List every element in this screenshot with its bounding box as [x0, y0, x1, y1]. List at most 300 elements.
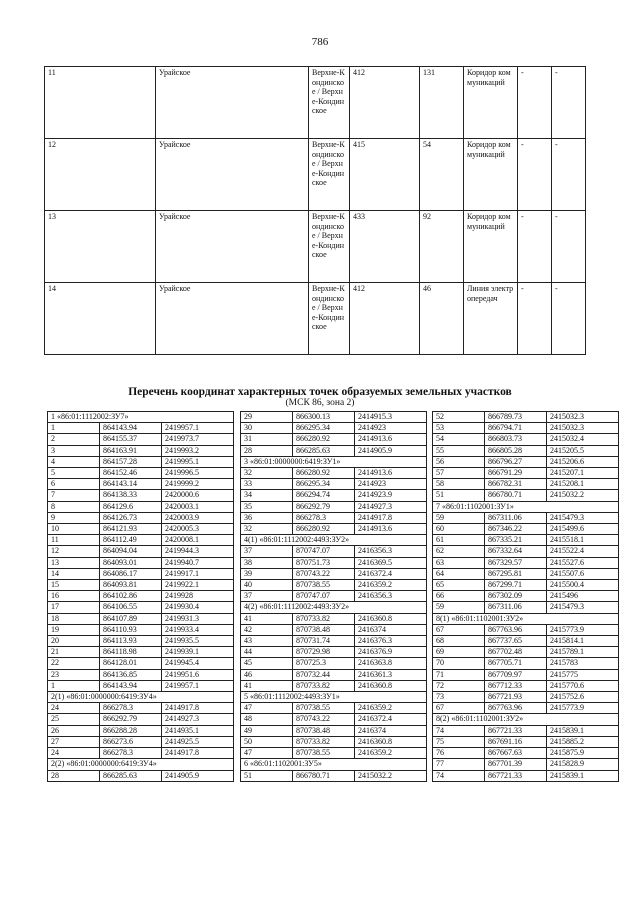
x-coordinate: 867691.16 — [485, 736, 547, 747]
x-coordinate: 867311.06 — [485, 512, 547, 523]
coordinate-row — [433, 602, 619, 613]
x-coordinate: 864143.14 — [100, 479, 162, 490]
x-coordinate: 870733.82 — [293, 680, 355, 691]
x-coordinate: 867763.96 — [485, 703, 547, 714]
cell-quarter: 412 — [350, 67, 420, 139]
coordinate-row — [48, 748, 234, 759]
y-coordinate: 2419940.7 — [162, 557, 234, 568]
x-coordinate: 867712.33 — [485, 680, 547, 691]
cell-extra-1: - — [518, 67, 552, 139]
x-coordinate: 867329.57 — [485, 557, 547, 568]
y-coordinate: 2419939.1 — [162, 647, 234, 658]
y-coordinate: 2419957.1 — [162, 423, 234, 434]
point-number: 44 — [241, 647, 293, 658]
x-coordinate: 866780.71 — [485, 490, 547, 501]
coordinate-row — [433, 580, 619, 591]
x-coordinate: 866782.31 — [485, 479, 547, 490]
x-coordinate: 870751.73 — [293, 557, 355, 568]
x-coordinate: 864094.04 — [100, 546, 162, 557]
y-coordinate: 2414917.8 — [162, 703, 234, 714]
x-coordinate: 870732.44 — [293, 669, 355, 680]
y-coordinate: 2420005.3 — [162, 524, 234, 535]
coordinate-row — [433, 456, 619, 467]
x-coordinate: 866796.27 — [485, 456, 547, 467]
coordinate-row — [241, 568, 427, 579]
coordinate-row — [241, 501, 427, 512]
y-coordinate: 2419935.5 — [162, 636, 234, 647]
x-coordinate: 866803.73 — [485, 434, 547, 445]
x-coordinate: 870733.82 — [293, 736, 355, 747]
plot-header-row — [241, 602, 427, 613]
coordinate-row — [241, 434, 427, 445]
cell-section: 46 — [420, 283, 464, 355]
point-number: 51 — [433, 490, 485, 501]
point-number: 61 — [433, 535, 485, 546]
plot-header-row — [48, 759, 234, 770]
x-coordinate: 864093.81 — [100, 580, 162, 591]
y-coordinate: 2415208.1 — [547, 479, 619, 490]
point-number: 30 — [241, 423, 293, 434]
coordinate-row — [433, 524, 619, 535]
point-number: 19 — [48, 624, 100, 635]
x-coordinate: 866278.3 — [293, 512, 355, 523]
plot-cadastral-label: 6 «86:01:1102001:ЗУ5» — [241, 759, 427, 770]
point-number: 22 — [48, 658, 100, 669]
y-coordinate: 2419951.6 — [162, 669, 234, 680]
point-number: 36 — [241, 512, 293, 523]
y-coordinate: 2414913.6 — [355, 468, 427, 479]
cell-forestry: Верхне-Кондинское / Верхне-Кондинское — [309, 283, 350, 355]
point-number: 38 — [241, 557, 293, 568]
x-coordinate: 870738.55 — [293, 703, 355, 714]
y-coordinate: 2415032.4 — [547, 434, 619, 445]
y-coordinate: 2416359.2 — [355, 748, 427, 759]
coordinate-row — [48, 490, 234, 501]
point-number: 37 — [241, 591, 293, 602]
point-number: 20 — [48, 636, 100, 647]
coordinate-row — [48, 524, 234, 535]
point-number: 8 — [48, 501, 100, 512]
coordinates-system-subtitle: (МСК 86, зона 2) — [285, 398, 355, 408]
coordinate-row — [433, 412, 619, 423]
x-coordinate: 867302.09 — [485, 591, 547, 602]
x-coordinate: 867335.21 — [485, 535, 547, 546]
y-coordinate: 2414925.5 — [162, 736, 234, 747]
coordinate-row — [48, 468, 234, 479]
point-number: 77 — [433, 759, 485, 770]
y-coordinate: 2414915.3 — [355, 412, 427, 423]
x-coordinate: 866285.63 — [293, 445, 355, 456]
land-plot-row — [45, 139, 586, 211]
cell-extra-2: - — [552, 67, 586, 139]
y-coordinate: 2414913.6 — [355, 434, 427, 445]
x-coordinate: 870738.55 — [293, 748, 355, 759]
point-number: 63 — [433, 557, 485, 568]
cell-purpose: Коридор коммуникаций — [464, 67, 518, 139]
plot-cadastral-label: 8(2) «86:01:1102001:ЗУ2» — [433, 714, 619, 725]
cell-forestry: Верхне-Кондинское / Верхне-Кондинское — [309, 211, 350, 283]
x-coordinate: 867721.93 — [485, 692, 547, 703]
coordinate-row — [241, 636, 427, 647]
x-coordinate: 866300.13 — [293, 412, 355, 423]
point-number: 67 — [433, 703, 485, 714]
y-coordinate: 2414917.8 — [162, 748, 234, 759]
cell-locality: Урайское — [156, 211, 309, 283]
point-number: 71 — [433, 669, 485, 680]
y-coordinate: 2415499.6 — [547, 524, 619, 535]
page-number: 786 — [311, 36, 329, 48]
point-number: 70 — [433, 658, 485, 669]
coordinates-table-column-2 — [240, 411, 427, 782]
y-coordinate: 2416356.3 — [355, 591, 427, 602]
y-coordinate: 2414927.3 — [162, 714, 234, 725]
y-coordinate: 2419999.2 — [162, 479, 234, 490]
point-number: 54 — [433, 434, 485, 445]
cell-extra-1: - — [518, 283, 552, 355]
x-coordinate: 870729.98 — [293, 647, 355, 658]
y-coordinate: 2415875.9 — [547, 748, 619, 759]
x-coordinate: 866805.28 — [485, 445, 547, 456]
point-number: 21 — [48, 647, 100, 658]
point-number: 60 — [433, 524, 485, 535]
y-coordinate: 2415032.2 — [355, 770, 427, 781]
coordinate-row — [433, 479, 619, 490]
point-number: 75 — [433, 736, 485, 747]
x-coordinate: 864163.91 — [100, 445, 162, 456]
cell-locality: Урайское — [156, 283, 309, 355]
plot-header-row — [241, 759, 427, 770]
cell-purpose: Линия электропередач — [464, 283, 518, 355]
x-coordinate: 866791.29 — [485, 468, 547, 479]
point-number: 4 — [48, 456, 100, 467]
x-coordinate: 870738.48 — [293, 624, 355, 635]
coordinate-row — [48, 736, 234, 747]
x-coordinate: 867311.06 — [485, 602, 547, 613]
x-coordinate: 864118.98 — [100, 647, 162, 658]
cell-row-number: 14 — [45, 283, 156, 355]
point-number: 59 — [433, 512, 485, 523]
y-coordinate: 2419944.3 — [162, 546, 234, 557]
point-number: 55 — [433, 445, 485, 456]
y-coordinate: 2420000.6 — [162, 490, 234, 501]
point-number: 32 — [241, 524, 293, 535]
coordinate-row — [48, 658, 234, 669]
y-coordinate: 2419917.1 — [162, 568, 234, 579]
cell-row-number: 13 — [45, 211, 156, 283]
plot-cadastral-label: 1 «86:01:1112002:ЗУ7» — [48, 412, 234, 423]
cell-forestry: Верхне-Кондинское / Верхне-Кондинское — [309, 67, 350, 139]
y-coordinate: 2415773.9 — [547, 624, 619, 635]
y-coordinate: 2416360.8 — [355, 613, 427, 624]
y-coordinate: 2415032.2 — [547, 490, 619, 501]
point-number: 3 — [48, 445, 100, 456]
x-coordinate: 866280.92 — [293, 434, 355, 445]
cell-extra-2: - — [552, 139, 586, 211]
cell-quarter: 415 — [350, 139, 420, 211]
y-coordinate: 2416376.9 — [355, 647, 427, 658]
x-coordinate: 866794.71 — [485, 423, 547, 434]
coordinate-row — [433, 759, 619, 770]
point-number: 34 — [241, 490, 293, 501]
point-number: 26 — [48, 725, 100, 736]
cell-locality: Урайское — [156, 139, 309, 211]
coordinate-row — [433, 591, 619, 602]
y-coordinate: 2419995.1 — [162, 456, 234, 467]
coordinate-row — [433, 445, 619, 456]
coordinates-table-column-3 — [432, 411, 619, 782]
y-coordinate: 2416363.8 — [355, 658, 427, 669]
cell-extra-1: - — [518, 139, 552, 211]
y-coordinate: 2419922.1 — [162, 580, 234, 591]
plot-header-row — [241, 535, 427, 546]
point-number: 50 — [241, 736, 293, 747]
point-number: 35 — [241, 501, 293, 512]
point-number: 43 — [241, 636, 293, 647]
y-coordinate: 2416372.4 — [355, 568, 427, 579]
coordinate-row — [48, 714, 234, 725]
point-number: 67 — [433, 624, 485, 635]
y-coordinate: 2414927.3 — [355, 501, 427, 512]
coordinate-row — [433, 658, 619, 669]
coordinate-row — [433, 557, 619, 568]
x-coordinate: 864110.93 — [100, 624, 162, 635]
point-number: 13 — [48, 557, 100, 568]
coordinate-row — [241, 770, 427, 781]
coordinate-row — [48, 479, 234, 490]
coordinates-list-title: Перечень координат характерных точек образуемых земельных участков — [128, 386, 512, 398]
x-coordinate: 867702.48 — [485, 647, 547, 658]
x-coordinate: 867299.71 — [485, 580, 547, 591]
point-number: 48 — [241, 714, 293, 725]
x-coordinate: 870747.07 — [293, 546, 355, 557]
x-coordinate: 870743.22 — [293, 568, 355, 579]
point-number: 59 — [433, 602, 485, 613]
y-coordinate: 2414913.6 — [355, 524, 427, 535]
point-number: 37 — [241, 546, 293, 557]
cell-extra-2: - — [552, 283, 586, 355]
y-coordinate: 2415752.6 — [547, 692, 619, 703]
y-coordinate: 2415839.1 — [547, 770, 619, 781]
x-coordinate: 866294.74 — [293, 490, 355, 501]
x-coordinate: 864152.46 — [100, 468, 162, 479]
coordinate-row — [48, 501, 234, 512]
x-coordinate: 866780.71 — [293, 770, 355, 781]
point-number: 28 — [241, 445, 293, 456]
y-coordinate: 2414917.8 — [355, 512, 427, 523]
cell-row-number: 12 — [45, 139, 156, 211]
coordinate-row — [433, 468, 619, 479]
point-number: 58 — [433, 479, 485, 490]
x-coordinate: 867295.81 — [485, 568, 547, 579]
y-coordinate: 2414905.9 — [355, 445, 427, 456]
point-number: 29 — [241, 412, 293, 423]
y-coordinate: 2420003.1 — [162, 501, 234, 512]
x-coordinate: 864143.94 — [100, 680, 162, 691]
x-coordinate: 864157.28 — [100, 456, 162, 467]
x-coordinate: 867701.39 — [485, 759, 547, 770]
coordinate-row — [48, 703, 234, 714]
coordinate-row — [241, 669, 427, 680]
y-coordinate: 2415205.5 — [547, 445, 619, 456]
point-number: 14 — [48, 568, 100, 579]
x-coordinate: 867721.33 — [485, 770, 547, 781]
land-plot-row — [45, 67, 586, 139]
y-coordinate: 2415507.6 — [547, 568, 619, 579]
x-coordinate: 866280.92 — [293, 468, 355, 479]
plot-cadastral-label: 4(1) «86:01:1112002:4493:ЗУ2» — [241, 535, 427, 546]
x-coordinate: 864106.55 — [100, 602, 162, 613]
land-plots-table — [44, 66, 586, 355]
y-coordinate: 2415839.1 — [547, 725, 619, 736]
point-number: 15 — [48, 580, 100, 591]
cell-quarter: 412 — [350, 283, 420, 355]
point-number: 68 — [433, 636, 485, 647]
x-coordinate: 867737.65 — [485, 636, 547, 647]
x-coordinate: 870738.55 — [293, 580, 355, 591]
x-coordinate: 866278.3 — [100, 748, 162, 759]
coordinate-row — [241, 591, 427, 602]
point-number: 42 — [241, 624, 293, 635]
point-number: 12 — [48, 546, 100, 557]
point-number: 1 — [48, 680, 100, 691]
coordinate-row — [241, 479, 427, 490]
x-coordinate: 867709.97 — [485, 669, 547, 680]
x-coordinate: 866295.34 — [293, 479, 355, 490]
point-number: 65 — [433, 580, 485, 591]
point-number: 33 — [241, 479, 293, 490]
y-coordinate: 2414935.1 — [162, 725, 234, 736]
x-coordinate: 867721.33 — [485, 725, 547, 736]
coordinate-row — [241, 714, 427, 725]
coordinate-row — [433, 512, 619, 523]
x-coordinate: 870738.48 — [293, 725, 355, 736]
x-coordinate: 866292.79 — [293, 501, 355, 512]
coordinate-row — [241, 580, 427, 591]
y-coordinate: 2415789.1 — [547, 647, 619, 658]
coordinates-table-column-1 — [47, 411, 234, 782]
coordinate-row — [48, 434, 234, 445]
x-coordinate: 866789.73 — [485, 412, 547, 423]
point-number: 25 — [48, 714, 100, 725]
y-coordinate: 2415032.3 — [547, 423, 619, 434]
x-coordinate: 867346.22 — [485, 524, 547, 535]
plot-cadastral-label: 4(2) «86:01:1112002:4493:ЗУ2» — [241, 602, 427, 613]
coordinate-row — [433, 748, 619, 759]
y-coordinate: 2416361.3 — [355, 669, 427, 680]
plot-cadastral-label: 7 «86:01:1102001:ЗУ1» — [433, 501, 619, 512]
y-coordinate: 2416359.2 — [355, 703, 427, 714]
coordinate-row — [433, 434, 619, 445]
coordinate-row — [433, 636, 619, 647]
plot-cadastral-label: 2(1) «86:01:0000000:6419:ЗУ4» — [48, 692, 234, 703]
cell-section: 92 — [420, 211, 464, 283]
coordinate-row — [48, 423, 234, 434]
x-coordinate: 864138.33 — [100, 490, 162, 501]
point-number: 31 — [241, 434, 293, 445]
coordinate-row — [433, 624, 619, 635]
y-coordinate: 2419973.7 — [162, 434, 234, 445]
x-coordinate: 864155.37 — [100, 434, 162, 445]
x-coordinate: 864121.93 — [100, 524, 162, 535]
x-coordinate: 864102.86 — [100, 591, 162, 602]
coordinate-row — [433, 546, 619, 557]
y-coordinate: 2415770.6 — [547, 680, 619, 691]
cell-locality: Урайское — [156, 67, 309, 139]
point-number: 18 — [48, 613, 100, 624]
coordinate-row — [241, 736, 427, 747]
x-coordinate: 866273.6 — [100, 736, 162, 747]
y-coordinate: 2415828.9 — [547, 759, 619, 770]
point-number: 41 — [241, 680, 293, 691]
plot-cadastral-label: 3 «86:01:0000000:6419:ЗУ1» — [241, 456, 427, 467]
y-coordinate: 2415206.6 — [547, 456, 619, 467]
x-coordinate: 870733.82 — [293, 613, 355, 624]
coordinate-row — [241, 445, 427, 456]
x-coordinate: 870743.22 — [293, 714, 355, 725]
point-number: 56 — [433, 456, 485, 467]
coordinate-row — [241, 524, 427, 535]
coordinate-row — [48, 613, 234, 624]
coordinate-row — [48, 568, 234, 579]
x-coordinate: 866292.79 — [100, 714, 162, 725]
point-number: 17 — [48, 602, 100, 613]
x-coordinate: 867332.64 — [485, 546, 547, 557]
coordinate-row — [48, 636, 234, 647]
plot-cadastral-label: 5 «86:01:1112002:4493:ЗУ1» — [241, 692, 427, 703]
point-number: 52 — [433, 412, 485, 423]
x-coordinate: 867667.63 — [485, 748, 547, 759]
coordinate-row — [48, 602, 234, 613]
coordinate-row — [433, 568, 619, 579]
y-coordinate: 2416359.2 — [355, 580, 427, 591]
coordinate-row — [241, 703, 427, 714]
point-number: 51 — [241, 770, 293, 781]
coordinate-row — [433, 490, 619, 501]
coordinate-row — [241, 412, 427, 423]
plot-header-row — [433, 714, 619, 725]
point-number: 74 — [433, 770, 485, 781]
coordinate-row — [433, 680, 619, 691]
y-coordinate: 2420003.9 — [162, 512, 234, 523]
coordinate-row — [433, 669, 619, 680]
point-number: 47 — [241, 748, 293, 759]
plot-cadastral-label: 8(1) «86:01:1102001:ЗУ2» — [433, 613, 619, 624]
y-coordinate: 2415885.2 — [547, 736, 619, 747]
x-coordinate: 864126.73 — [100, 512, 162, 523]
point-number: 23 — [48, 669, 100, 680]
coordinate-row — [48, 535, 234, 546]
land-plot-row — [45, 283, 586, 355]
cell-quarter: 433 — [350, 211, 420, 283]
coordinate-row — [241, 624, 427, 635]
point-number: 24 — [48, 748, 100, 759]
plot-cadastral-label: 2(2) «86:01:0000000:6419:ЗУ4» — [48, 759, 234, 770]
point-number: 32 — [241, 468, 293, 479]
cell-extra-2: - — [552, 211, 586, 283]
point-number: 72 — [433, 680, 485, 691]
y-coordinate: 2419996.5 — [162, 468, 234, 479]
y-coordinate: 2419933.4 — [162, 624, 234, 635]
y-coordinate: 2419957.1 — [162, 680, 234, 691]
y-coordinate: 2415522.4 — [547, 546, 619, 557]
x-coordinate: 870731.74 — [293, 636, 355, 647]
cell-row-number: 11 — [45, 67, 156, 139]
y-coordinate: 2415773.9 — [547, 703, 619, 714]
point-number: 7 — [48, 490, 100, 501]
cell-forestry: Верхне-Кондинское / Верхне-Кондинское — [309, 139, 350, 211]
coordinate-row — [48, 669, 234, 680]
x-coordinate: 867763.96 — [485, 624, 547, 635]
